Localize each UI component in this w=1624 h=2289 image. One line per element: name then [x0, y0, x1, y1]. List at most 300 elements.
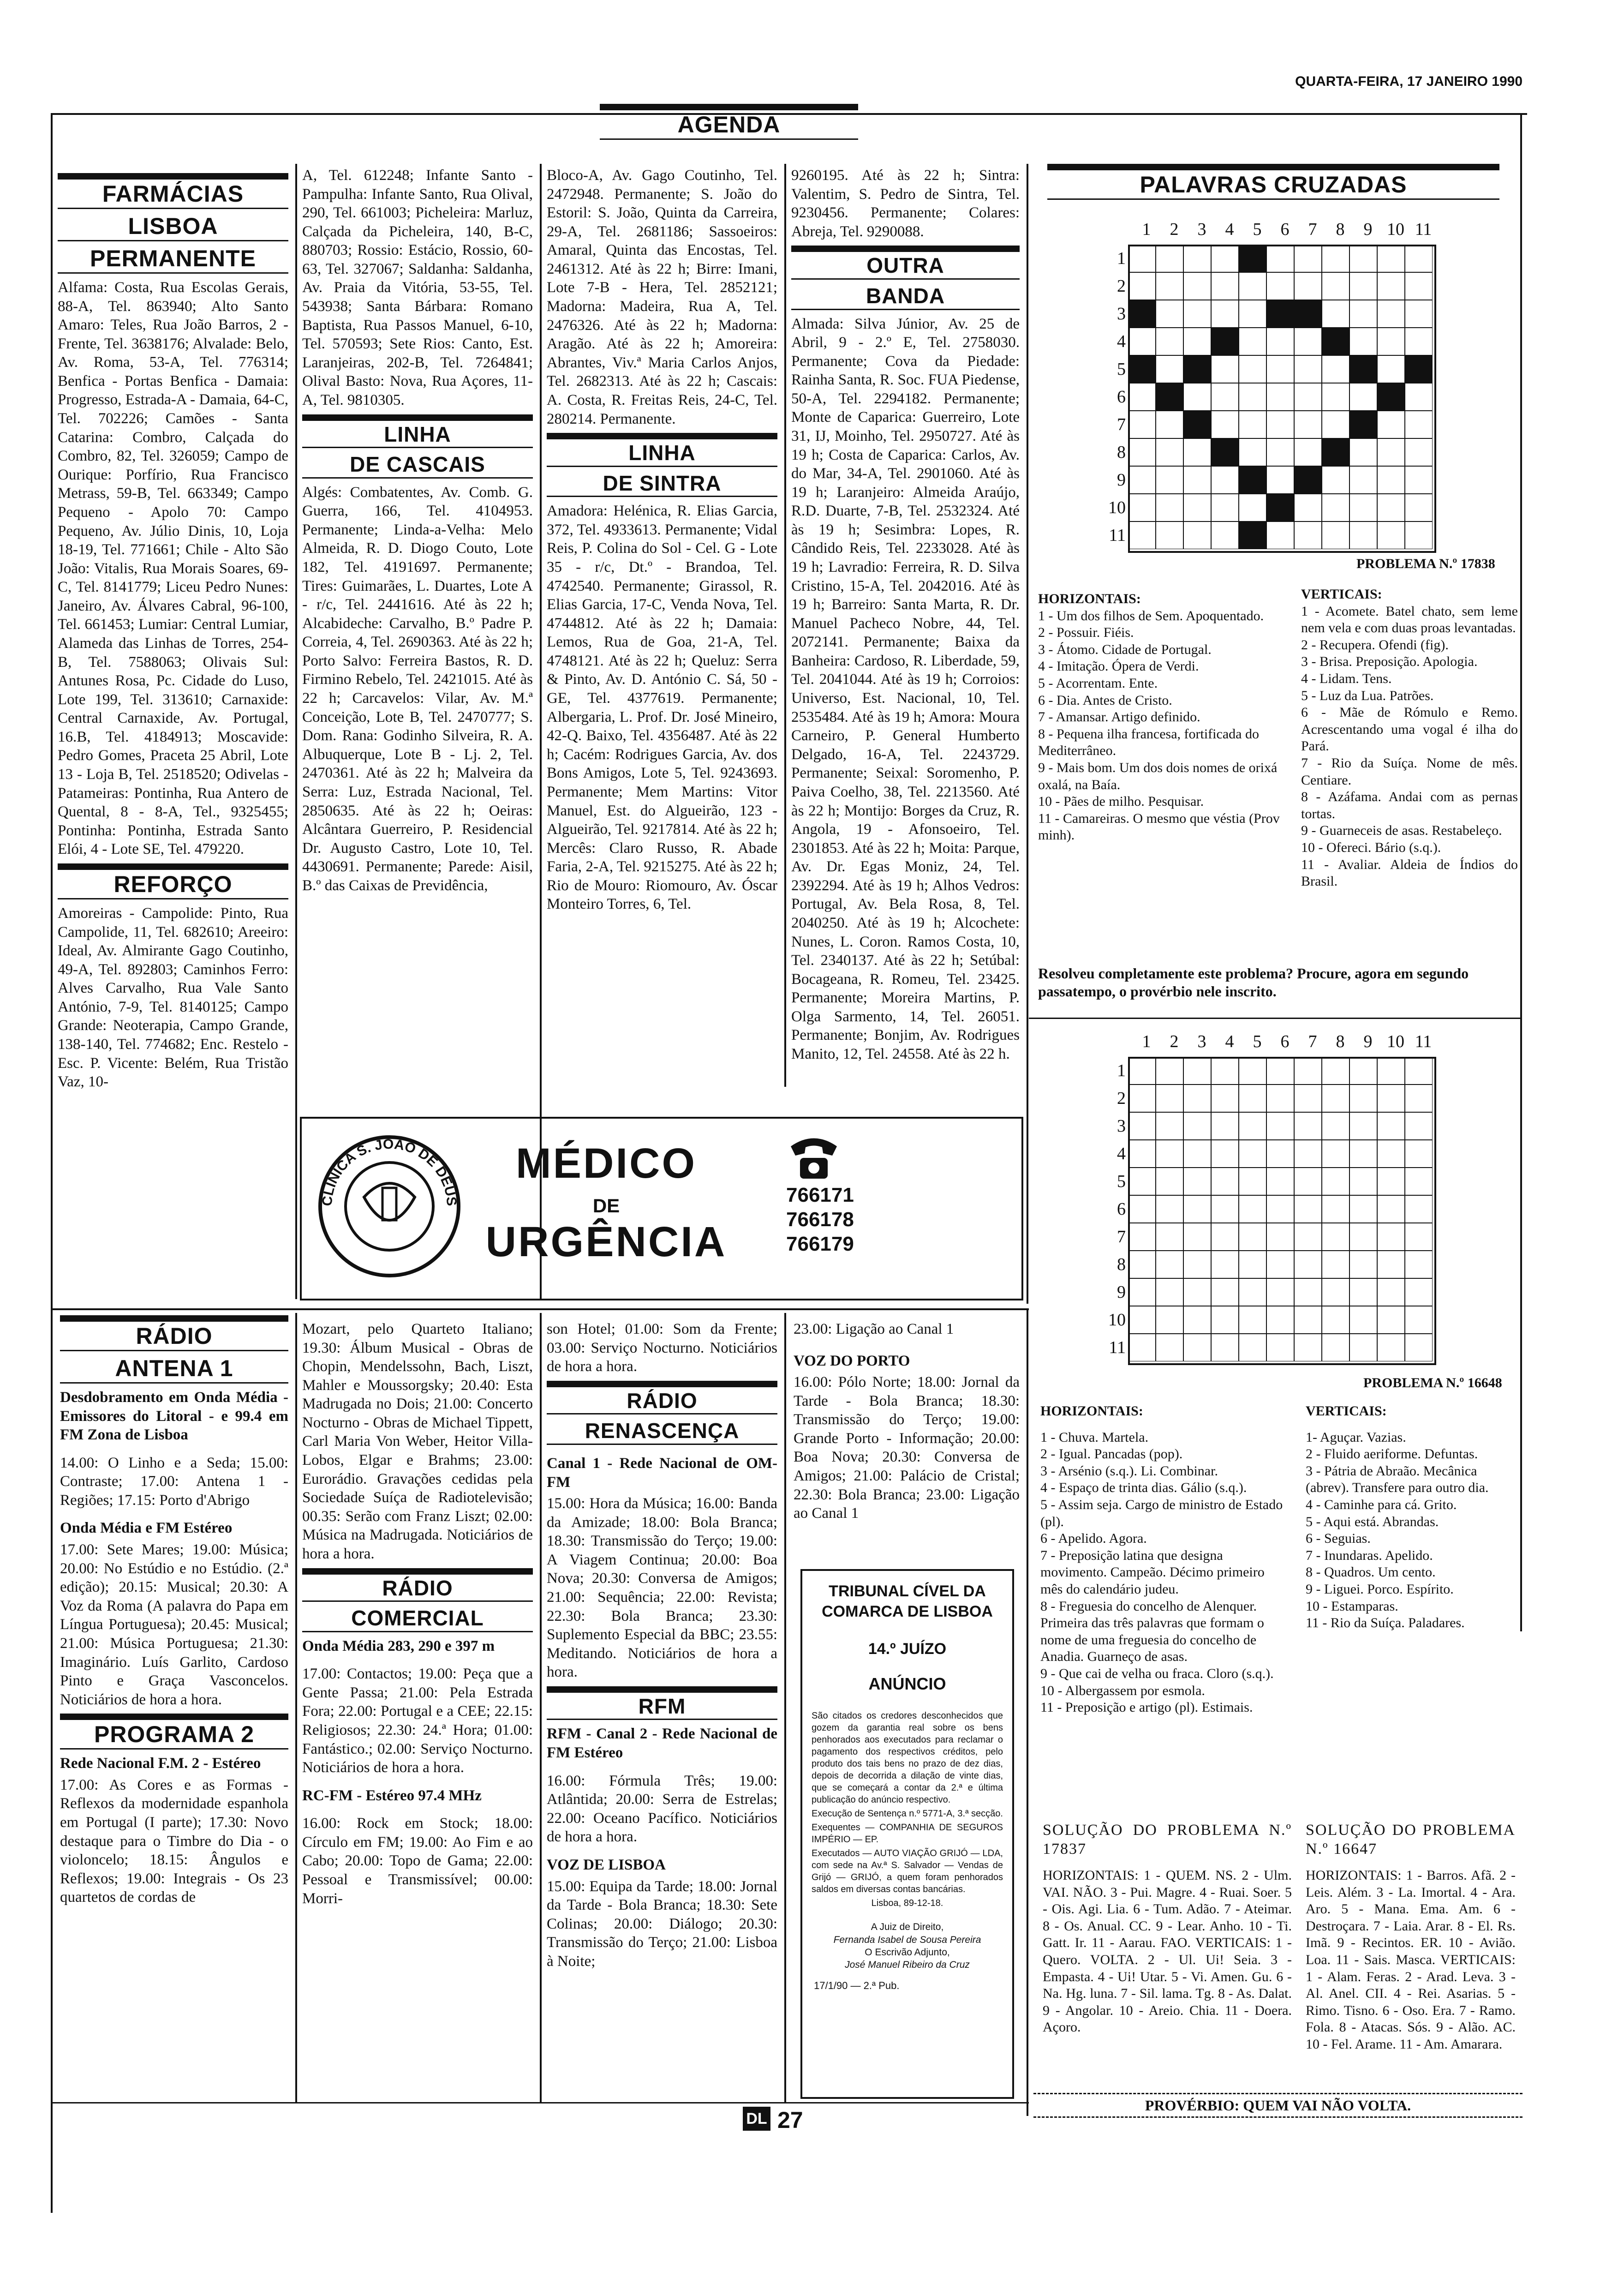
grid-cell[interactable]	[1156, 355, 1183, 383]
grid-cell[interactable]	[1377, 272, 1405, 300]
grid-cell[interactable]	[1128, 1057, 1156, 1085]
grid-cell[interactable]	[1294, 466, 1322, 494]
grid-cell[interactable]	[1128, 1223, 1156, 1251]
grid1-row-numbers	[1107, 245, 1126, 549]
antena1-title: ANTENA 1	[60, 1356, 288, 1384]
grid-cell[interactable]	[1266, 1140, 1294, 1168]
grid-cell[interactable]	[1183, 1195, 1211, 1223]
grid-cell[interactable]	[1294, 521, 1322, 549]
grid-cell[interactable]	[1239, 272, 1266, 300]
grid-cell[interactable]	[1349, 300, 1377, 328]
grid-cell[interactable]	[1183, 1223, 1211, 1251]
renascenca-sub: Canal 1 - Rede Nacional de OM-FM	[547, 1455, 777, 1491]
tribunal-juizo: 14.º JUÍZO	[868, 1640, 947, 1658]
grid-cell[interactable]	[1322, 411, 1349, 438]
grid-cell[interactable]	[1128, 383, 1156, 411]
grid-cell[interactable]	[1294, 1168, 1322, 1195]
grid-col-number: 5	[1253, 1032, 1262, 1051]
grid-cell[interactable]	[1266, 411, 1294, 438]
grid-cell[interactable]	[1349, 1306, 1377, 1334]
grid-cell[interactable]	[1377, 383, 1405, 411]
clue-item: 9 - Mais bom. Um dos dois nomes de orixá oxalá, na Baía.	[1038, 760, 1278, 792]
problema2-label: PROBLEMA N.º 16648	[1363, 1375, 1502, 1390]
horizontais-2-label: HORIZONTAIS:	[1040, 1403, 1143, 1419]
grid-cell[interactable]	[1294, 438, 1322, 466]
grid-cell[interactable]	[1128, 1251, 1156, 1278]
grid-cell[interactable]	[1322, 245, 1349, 272]
grid-cell[interactable]	[1128, 466, 1156, 494]
grid-col-number: 9	[1363, 1032, 1373, 1051]
grid-cell[interactable]	[1322, 438, 1349, 466]
tribunal-execucao: Execução de Sentença n.º 5771-A, 3.ª secção.	[812, 1809, 1003, 1819]
grid-cell[interactable]	[1294, 272, 1322, 300]
grid-cell[interactable]	[1405, 1334, 1433, 1361]
grid-cell[interactable]	[1183, 300, 1211, 328]
grid-cell[interactable]	[1377, 466, 1405, 494]
grid-cell[interactable]	[1322, 1306, 1349, 1334]
grid2-row-numbers	[1107, 1057, 1126, 1361]
grid-cell[interactable]	[1211, 1112, 1239, 1140]
grid-cell[interactable]	[1266, 521, 1294, 549]
grid-cell[interactable]	[1405, 245, 1433, 272]
grid-cell[interactable]	[1156, 272, 1183, 300]
clue-item: 11 - Avaliar. Aldeia de Índios do Brasil.	[1301, 857, 1518, 889]
grid-cell[interactable]	[1128, 521, 1156, 549]
grid-cell[interactable]	[1156, 1278, 1183, 1306]
grid-cell[interactable]	[1128, 245, 1156, 272]
grid-cell[interactable]	[1349, 272, 1377, 300]
grid-cell[interactable]	[1349, 521, 1377, 549]
grid-cell[interactable]	[1377, 245, 1405, 272]
grid-cell[interactable]	[1128, 1278, 1156, 1306]
grid-cell[interactable]	[1183, 494, 1211, 521]
grid-cell[interactable]	[1349, 1278, 1377, 1306]
verticais-2	[1306, 1403, 1518, 1632]
grid-row-number: 4	[1117, 1144, 1126, 1163]
grid-cell[interactable]	[1211, 1168, 1239, 1195]
grid-cell[interactable]	[1322, 1195, 1349, 1223]
grid-cell[interactable]	[1349, 411, 1377, 438]
grid-cell[interactable]	[1322, 1251, 1349, 1278]
grid-cell[interactable]	[1377, 1334, 1405, 1361]
grid-col-number: 7	[1308, 1032, 1317, 1051]
grid-cell[interactable]	[1128, 1140, 1156, 1168]
grid-cell[interactable]	[1211, 328, 1239, 355]
clinic-seal-icon	[313, 1128, 466, 1285]
cascais-title-2: DE CASCAIS	[302, 453, 533, 479]
grid-cell[interactable]	[1156, 245, 1183, 272]
grid-cell[interactable]	[1239, 1168, 1266, 1195]
grid-cell[interactable]	[1211, 521, 1239, 549]
rcfm-text: 16.00: Rock em Stock; 18.00: Círculo em FM; 19.00: Ao Fim e ao Cabo; 20.00: Topo de Gama; 22.00: Pessoal e Transmissível; 00.00: Morri-	[302, 1815, 533, 1907]
horizontais-1-label: HORIZONTAIS:	[1038, 591, 1141, 606]
crossword-grid-1[interactable]	[1128, 245, 1436, 553]
grid-cell[interactable]	[1183, 1251, 1211, 1278]
grid-cell[interactable]	[1128, 300, 1156, 328]
grid-cell[interactable]	[1128, 1306, 1156, 1334]
grid-cell[interactable]	[1266, 1278, 1294, 1306]
rcfm-sub: RC-FM - Estéreo 97.4 MHz	[302, 1787, 482, 1804]
grid-cell[interactable]	[1266, 1223, 1294, 1251]
grid-cell[interactable]	[1349, 1334, 1377, 1361]
grid-cell[interactable]	[1266, 300, 1294, 328]
grid-cell[interactable]	[1239, 438, 1266, 466]
page-number: 27	[777, 2107, 803, 2133]
section-rule	[1029, 1018, 1520, 1019]
clue-item: 5 - Luz da Lua. Patrões.	[1301, 688, 1434, 703]
col-sep	[295, 1313, 297, 2102]
grid-cell[interactable]	[1349, 1223, 1377, 1251]
grid-cell[interactable]	[1239, 1195, 1266, 1223]
grid-cell[interactable]	[1266, 1112, 1294, 1140]
grid-cell[interactable]	[1266, 466, 1294, 494]
comercial-text: 17.00: Contactos; 19.00: Peça que a Gente Passa; 21.00: Pela Estrada Fora; 22.00: Portugal e a CEE; 22.15: Religiosos; 22.30: 24.ª Hora; 01.00: Fantástico.; 02.00: Serviço Nocturno. Noticiários de hora a hora.	[302, 1666, 533, 1776]
sintra-title-2: DE SINTRA	[547, 472, 777, 497]
grid-cell[interactable]	[1322, 328, 1349, 355]
grid-cell[interactable]	[1266, 1057, 1294, 1085]
grid-cell[interactable]	[1211, 438, 1239, 466]
grid-cell[interactable]	[1322, 383, 1349, 411]
grid-cell[interactable]	[1211, 272, 1239, 300]
grid-cell[interactable]	[1349, 1140, 1377, 1168]
grid-cell[interactable]	[1349, 494, 1377, 521]
col-sep	[784, 164, 786, 1087]
grid-cell[interactable]	[1128, 355, 1156, 383]
grid-cell[interactable]	[1405, 1112, 1433, 1140]
grid-cell[interactable]	[1294, 1057, 1322, 1085]
grid-cell[interactable]	[1349, 1195, 1377, 1223]
clue-item: 7 - Amansar. Artigo definido.	[1038, 709, 1200, 725]
grid-cell[interactable]	[1156, 466, 1183, 494]
grid-cell[interactable]	[1183, 1278, 1211, 1306]
grid-cell[interactable]	[1156, 411, 1183, 438]
grid-cell[interactable]	[1266, 1195, 1294, 1223]
outra-text: Almada: Silva Júnior, Av. 25 de Abril, 9 - 2.º E, Tel. 2758030. Permanente; Cova da Piedade: Rainha Santa, R. Soc. FUA Piedense, 50-A, Tel. 2294182. Permanente; Monte de Caparica: Guerreiro, Lote 31, IJ, Moinho, Tel. 2950727. Até às 19 h; Costa de Caparica: Carlos, Av. do Mar, 34-A, Tel. 2901060. Até às 19 h; Laranjeiro: Almeida Araújo, R.D. Duarte, 7-B, Tel. 2532324. Até às 19 h; Sesimbra: Lopes, R. Cândido Reis, Tel. 2233028. Até às 19 h; Lavradio: Ferreira, R. D. Silva Cristino, 15-A, Tel. 2042016. Até às 19 h; Barreiro: Santa Marta, R. Dr. Manuel Pacheco Nobre, 44, Tel. 2072141. Permanente; Baixa da Banheira: Cardoso, R. Liberdade, 59, Tel. 2041044. Até às 19 h; Corroios: Universo, Est. Nacional, 10, Tel. 2535484. Até às 19 h; Amora: Moura Carneiro, P. General Humberto Delgado, 16-A, Tel. 2243729. Permanente; Seixal: Soromenho, P. Paiva Coelho, 38, Tel. 2213560. Até às 22 h; Montijo: Borges da Cruz, R. Angola, 19 - Afonsoeiro, Tel. 2301853. Até às 22 h; Moita: Parque, Av. Dr. Egas Moniz, 24, Tel. 2392294. Até às 19 h; Alhos Vedros: Portugal, Av. Bela Rosa, 8, Tel. 2040250. Até às 19 h; Alcochete: Nunes, L. Coron. Ramos Costa, 10, Tel. 2340137. Até às 22 h; Setúbal: Bocageana, R. Romeu, Tel. 23425. Permanente; Moreira Martins, P. Olga Sarmento, 14, Tel. 26051. Permanente; Bonjim, Av. Rodrigues Manito, 12, Tel. 24558. Até às 22 h.	[791, 315, 1020, 1063]
grid-cell[interactable]	[1349, 383, 1377, 411]
tribunal-pub: 17/1/90 — 2.ª Pub.	[814, 1979, 900, 1991]
grid-cell[interactable]	[1377, 1251, 1405, 1278]
grid-cell[interactable]	[1294, 1223, 1322, 1251]
grid-cell[interactable]	[1377, 494, 1405, 521]
grid-cell[interactable]	[1211, 245, 1239, 272]
grid-cell[interactable]	[1183, 328, 1211, 355]
grid-row-number: 9	[1117, 470, 1126, 490]
grid-cell[interactable]	[1266, 1334, 1294, 1361]
grid-cell[interactable]	[1349, 1057, 1377, 1085]
grid-cell[interactable]	[1405, 1306, 1433, 1334]
grid-cell[interactable]	[1239, 1140, 1266, 1168]
grid-cell[interactable]	[1405, 521, 1433, 549]
grid-cell[interactable]	[1349, 1112, 1377, 1140]
grid-cell[interactable]	[1239, 1334, 1266, 1361]
grid-cell[interactable]	[1405, 494, 1433, 521]
grid-cell[interactable]	[1405, 272, 1433, 300]
grid-cell[interactable]	[1266, 245, 1294, 272]
grid-cell[interactable]	[1239, 494, 1266, 521]
grid-cell[interactable]	[1239, 1085, 1266, 1112]
grid-cell[interactable]	[1211, 1085, 1239, 1112]
grid-row-number: 8	[1117, 443, 1126, 462]
grid-col-number: 5	[1253, 220, 1262, 239]
grid-cell[interactable]	[1211, 466, 1239, 494]
grid-cell[interactable]	[1128, 1195, 1156, 1223]
grid-cell[interactable]	[1266, 1168, 1294, 1195]
grid-cell[interactable]	[1266, 494, 1294, 521]
grid-cell[interactable]	[1239, 1112, 1266, 1140]
grid-cell[interactable]	[1128, 1112, 1156, 1140]
grid-cell[interactable]	[1294, 1140, 1322, 1168]
grid-cell[interactable]	[1377, 328, 1405, 355]
grid-cell[interactable]	[1239, 383, 1266, 411]
grid-cell[interactable]	[1377, 300, 1405, 328]
grid-cell[interactable]	[1183, 1306, 1211, 1334]
permanente-text: Alfama: Costa, Rua Escolas Gerais, 88-A, Tel. 863940; Alto Santo Amaro: Teles, Rua João Barros, 2 - Frente, Tel. 3638176; Alvalade: Belo, Av. Roma, 53-A, Tel. 776314; Benfica - Portas Benfica - Damaia: Progresso, Estrada-A - Damaia, 64-C, Tel. 702226; Camões - Santa Catarina: Combro, Calçada do Combro, 82, Tel. 326059; Campo de Ourique: Porfírio, Rua Francisco Metrass, 59-B, Tel. 663349; Campo Pequeno - Apolo 70: Campo Pequeno, Av. Júlio Dinis, 10, Loja 18-19, Tel. 771661; Chile - Alto São João: Vitalis, Rua Morais Soares, 69-C, Tel. 8141779; Liceu Pedro Nunes: Janeiro, Av. Álvares Cabral, 96-100, Tel. 661453; Lumiar: Central Lumiar, Alameda das Linhas de Torres, 254-B, Tel. 7588063; Olivais Sul: Antunes Rosa, Pc. Cidade do Luso, Lote 199, Tel. 313610; Carnaxide: Central Carnaxide, Av. Portugal, 16.B, Tel. 4184913; Moscavide: Pedro Gomes, Praceta 25 Abril, Lote 13 - Loja B, Tel. 2518520; Odivelas - Patameiras: Pontinha, Rua Antero de Quental, 8 - 8-A, Tel., 9325455; Pontinha: Pontinha, Estrada Santo Elói, 4 - Lote SE, Tel. 479220.	[58, 279, 288, 858]
grid-cell[interactable]	[1211, 1057, 1239, 1085]
grid-cell[interactable]	[1128, 1334, 1156, 1361]
grid-cell[interactable]	[1156, 1112, 1183, 1140]
grid-cell[interactable]	[1294, 494, 1322, 521]
grid-cell[interactable]	[1156, 1140, 1183, 1168]
grid-cell[interactable]	[1377, 1085, 1405, 1112]
grid-cell[interactable]	[1322, 300, 1349, 328]
verticais-2-label: VERTICAIS:	[1306, 1403, 1387, 1419]
grid-cell[interactable]	[1322, 1140, 1349, 1168]
grid-cell[interactable]	[1239, 355, 1266, 383]
clue-item: 5 - Assim seja. Cargo de ministro de Estado (pl).	[1040, 1497, 1283, 1529]
grid-cell[interactable]	[1377, 1278, 1405, 1306]
grid-cell[interactable]	[1294, 1334, 1322, 1361]
grid-cell[interactable]	[1405, 1251, 1433, 1278]
grid-cell[interactable]	[1322, 466, 1349, 494]
grid-cell[interactable]	[1405, 438, 1433, 466]
grid-cell[interactable]	[1377, 521, 1405, 549]
grid-cell[interactable]	[1405, 1168, 1433, 1195]
grid-cell[interactable]	[1211, 1195, 1239, 1223]
proverbio-text: PROVÉRBIO: QUEM VAI NÃO VOLTA.	[1145, 2097, 1411, 2114]
grid-cell[interactable]	[1294, 300, 1322, 328]
grid-col-number: 6	[1280, 1032, 1290, 1051]
grid-cell[interactable]	[1128, 438, 1156, 466]
grid-cell[interactable]	[1156, 1223, 1183, 1251]
clue-item: 3 - Pátria de Abraão. Mecânica (abrev). Transfere para outro dia.	[1306, 1463, 1489, 1496]
grid-cell[interactable]	[1322, 355, 1349, 383]
grid-cell[interactable]	[1294, 1278, 1322, 1306]
grid-col-number: 8	[1336, 220, 1345, 239]
grid-cell[interactable]	[1349, 328, 1377, 355]
grid-cell[interactable]	[1266, 438, 1294, 466]
grid-cell[interactable]	[1349, 1251, 1377, 1278]
grid-cell[interactable]	[1294, 1085, 1322, 1112]
grid-cell[interactable]	[1128, 411, 1156, 438]
grid-cell[interactable]	[1405, 1223, 1433, 1251]
clue-item: 9 - Guarneceis de asas. Restabeleço.	[1301, 823, 1502, 839]
grid-cell[interactable]	[1405, 1195, 1433, 1223]
grid-cell[interactable]	[1183, 1112, 1211, 1140]
antena1-p2: 17.00: Sete Mares; 19.00: Música; 20.00: No Estúdio e no Estúdio. (2.ª edição); 20.15: Musical; 20.30: A Voz da Roma (A palavra do Papa em Língua Portuguesa); 20.45: Musical; 21.00: Música Portuguesa; 21.30: Imaginário. Luís Garlito, Cardoso Pinto e Graça Vasconcelos. Noticiários de hora a hora.	[60, 1541, 288, 1708]
grid-cell[interactable]	[1183, 383, 1211, 411]
col2-text: A, Tel. 612248; Infante Santo - Pampulha: Infante Santo, Rua Olival, 290, Tel. 661003; Picheleira: Marluz, Calçada da Picheleira, 140, B-C, 880703; Rossio: Estácio, Rossio, 60-63, Tel. 327067; Saldanha: Saldanha, Av. Praia da Vitória, 53-55, Tel. 543938; Santa Bárbara: Romano Baptista, Rua Passos Manuel, 6-10, Tel. 570593; Sete Rios: Canto, Est. Laranjeiras, 202-B, Tel. 7264841; Olival Basto: Nova, Rua Açores, 11-A, Tel. 9810305.	[302, 167, 533, 408]
grid-cell[interactable]	[1183, 1085, 1211, 1112]
grid-cell[interactable]	[1211, 355, 1239, 383]
grid-cell[interactable]	[1377, 1112, 1405, 1140]
grid-cell[interactable]	[1211, 1223, 1239, 1251]
grid-cell[interactable]	[1156, 1057, 1183, 1085]
grid-cell[interactable]	[1239, 466, 1266, 494]
grid-cell[interactable]	[1266, 328, 1294, 355]
grid-cell[interactable]	[1156, 1085, 1183, 1112]
grid-cell[interactable]	[1156, 300, 1183, 328]
grid-cell[interactable]	[1349, 466, 1377, 494]
grid-cell[interactable]	[1405, 411, 1433, 438]
grid-cell[interactable]	[1405, 355, 1433, 383]
grid-cell[interactable]	[1377, 1168, 1405, 1195]
grid-cell[interactable]	[1405, 328, 1433, 355]
grid-cell[interactable]	[1183, 245, 1211, 272]
grid-cell[interactable]	[1239, 328, 1266, 355]
clue-item: 3 - Átomo. Cidade de Portugal.	[1038, 641, 1212, 657]
grid-cell[interactable]	[1211, 383, 1239, 411]
grid-cell[interactable]	[1294, 383, 1322, 411]
clue-item: 4 - Espaço de trinta dias. Gálio (s.q.).	[1040, 1480, 1247, 1496]
grid-cell[interactable]	[1183, 438, 1211, 466]
grid-cell[interactable]	[1156, 1251, 1183, 1278]
grid-cell[interactable]	[1239, 1223, 1266, 1251]
grid-cell[interactable]	[1322, 1334, 1349, 1361]
grid-cell[interactable]	[1322, 1112, 1349, 1140]
grid-cell[interactable]	[1156, 328, 1183, 355]
grid-cell[interactable]	[1128, 272, 1156, 300]
grid-cell[interactable]	[1239, 1306, 1266, 1334]
grid-cell[interactable]	[1405, 1140, 1433, 1168]
grid-cell[interactable]	[1266, 1085, 1294, 1112]
grid-cell[interactable]	[1211, 1251, 1239, 1278]
grid-cell[interactable]	[1322, 1085, 1349, 1112]
grid-cell[interactable]	[1128, 328, 1156, 355]
grid-cell[interactable]	[1377, 1195, 1405, 1223]
grid-cell[interactable]	[1211, 300, 1239, 328]
grid-cell[interactable]	[1294, 1251, 1322, 1278]
grid-cell[interactable]	[1322, 1057, 1349, 1085]
clue-item: 1 - Acomete. Batel chato, sem leme nem vela e com duas proas levantadas.	[1301, 603, 1518, 636]
grid-cell[interactable]	[1239, 300, 1266, 328]
problema1-label: PROBLEMA N.º 17838	[1356, 556, 1495, 571]
grid-cell[interactable]	[1322, 521, 1349, 549]
grid-row-number: 3	[1117, 304, 1126, 324]
grid-cell[interactable]	[1377, 1306, 1405, 1334]
voz-lisboa-text: 15.00: Equipa da Tarde; 18.00: Jornal da Tarde - Bola Branca; 18.30: Sete Colinas; 20.00: Diálogo; 20.30: Transmissão do Terço; 21.00: Lisboa à Noite;	[547, 1878, 777, 1970]
grid-row-number: 7	[1117, 1227, 1126, 1246]
grid-cell[interactable]	[1405, 1278, 1433, 1306]
grid-cell[interactable]	[1377, 438, 1405, 466]
grid-cell[interactable]	[1183, 1057, 1211, 1085]
agenda-header	[600, 104, 858, 140]
grid-cell[interactable]	[1211, 1334, 1239, 1361]
outra-title-1: OUTRA	[791, 254, 1020, 280]
grid-cell[interactable]	[1128, 1085, 1156, 1112]
grid-cell[interactable]	[1239, 245, 1266, 272]
grid-cell[interactable]	[1156, 1306, 1183, 1334]
grid-cell[interactable]	[1239, 411, 1266, 438]
grid-cell[interactable]	[1294, 245, 1322, 272]
grid-cell[interactable]	[1294, 1195, 1322, 1223]
grid-cell[interactable]	[1405, 1057, 1433, 1085]
grid-cell[interactable]	[1183, 355, 1211, 383]
grid-cell[interactable]	[1405, 466, 1433, 494]
grid-cell[interactable]	[1405, 300, 1433, 328]
clue-item: 3 - Brisa. Preposição. Apologia.	[1301, 654, 1478, 670]
grid-cell[interactable]	[1211, 494, 1239, 521]
grid-cell[interactable]	[1211, 1140, 1239, 1168]
grid-cell[interactable]	[1349, 1168, 1377, 1195]
grid-cell[interactable]	[1183, 466, 1211, 494]
grid-cell[interactable]	[1183, 1334, 1211, 1361]
grid-cell[interactable]	[1239, 1057, 1266, 1085]
grid-cell[interactable]	[1294, 1112, 1322, 1140]
grid-cell[interactable]	[1156, 494, 1183, 521]
grid-cell[interactable]	[1377, 1223, 1405, 1251]
grid-cell[interactable]	[1156, 1334, 1183, 1361]
grid-cell[interactable]	[1349, 245, 1377, 272]
grid-cell[interactable]	[1294, 328, 1322, 355]
grid-cell[interactable]	[1211, 411, 1239, 438]
grid-cell[interactable]	[1294, 411, 1322, 438]
grid-cell[interactable]	[1349, 1085, 1377, 1112]
grid-cell[interactable]	[1266, 1306, 1294, 1334]
grid-cell[interactable]	[1405, 383, 1433, 411]
grid-cell[interactable]	[1294, 1306, 1322, 1334]
grid-cell[interactable]	[1183, 1140, 1211, 1168]
grid-cell[interactable]	[1156, 383, 1183, 411]
grid-cell[interactable]	[1266, 272, 1294, 300]
grid-cell[interactable]	[1239, 521, 1266, 549]
grid-cell[interactable]	[1349, 355, 1377, 383]
grid-cell[interactable]	[1377, 355, 1405, 383]
grid-cell[interactable]	[1294, 355, 1322, 383]
grid-cell[interactable]	[1128, 494, 1156, 521]
grid-cell[interactable]	[1156, 521, 1183, 549]
grid-cell[interactable]	[1266, 355, 1294, 383]
grid-cell[interactable]	[1266, 1251, 1294, 1278]
grid-cell[interactable]	[1183, 521, 1211, 549]
grid-cell[interactable]	[1156, 1168, 1183, 1195]
col4-text: 9260195. Até às 22 h; Sintra: Valentim, S. Pedro de Sintra, Tel. 9230456. Permanente; Colares: Abreja, Tel. 9290088.	[791, 167, 1020, 240]
grid-cell[interactable]	[1183, 272, 1211, 300]
grid-cell[interactable]	[1239, 1251, 1266, 1278]
grid-cell[interactable]	[1239, 1278, 1266, 1306]
solucao-1	[1043, 1821, 1292, 2036]
grid-cell[interactable]	[1322, 1223, 1349, 1251]
farmacias-column-2	[302, 166, 533, 898]
grid-cell[interactable]	[1322, 272, 1349, 300]
grid-cell[interactable]	[1211, 1306, 1239, 1334]
grid-cell[interactable]	[1156, 438, 1183, 466]
grid-cell[interactable]	[1156, 1195, 1183, 1223]
grid-cell[interactable]	[1322, 1168, 1349, 1195]
grid-cell[interactable]	[1377, 1140, 1405, 1168]
crossword-grid-2[interactable]	[1128, 1057, 1436, 1365]
grid-cell[interactable]	[1349, 438, 1377, 466]
grid-cell[interactable]	[1377, 1057, 1405, 1085]
grid-cell[interactable]	[1377, 411, 1405, 438]
grid-cell[interactable]	[1211, 1278, 1239, 1306]
grid-cell[interactable]	[1405, 1085, 1433, 1112]
grid-cell[interactable]	[1322, 1278, 1349, 1306]
grid-cell[interactable]	[1183, 411, 1211, 438]
grid-cell[interactable]	[1266, 383, 1294, 411]
grid-cell[interactable]	[1183, 1168, 1211, 1195]
grid-cell[interactable]	[1322, 494, 1349, 521]
grid-cell[interactable]	[1128, 1168, 1156, 1195]
